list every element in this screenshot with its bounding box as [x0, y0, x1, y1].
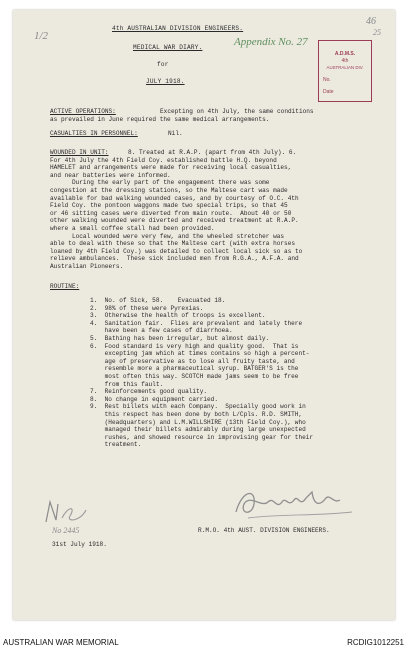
routine-line: 5. Bathing has been irregular, but almost daily. [90, 335, 270, 342]
diary-month: JULY 1918. [146, 78, 185, 85]
wounded-line: or 46 sitting cases were diverted from main route. About 40 or 50 [50, 209, 292, 217]
active-operations-line-2: as prevailed in June required the same medical arrangements. [50, 116, 270, 123]
casualties-value: Nil. [168, 130, 183, 137]
footer-record-id: RCDIG1012251 [347, 638, 404, 647]
wounded-line: where a small coffee stall had been provided. [50, 224, 215, 232]
for-label: for [157, 61, 169, 68]
routine-line: 7. Reinforcements good quality. [90, 388, 208, 396]
routine-line: most often this way. SCOTCH made jams seem to be free [90, 373, 299, 380]
routine-line: age of preservative as to lose all fruity taste, and [90, 357, 295, 365]
routine-line: 6. Food standard is very high and quality good. That is [90, 342, 299, 350]
stamp-line-1: A.D.M.S. [334, 51, 356, 57]
diary-date: 31st July 1918. [52, 541, 107, 548]
routine-line: managed their billets admirably during large unexpected [90, 426, 306, 434]
wounded-line: able to deal with these so that the Maltese cart (with extra horses [50, 240, 296, 248]
casualties-label: CASUALTIES IN PERSONNEL: [50, 130, 138, 137]
routine-label: ROUTINE: [50, 283, 80, 290]
bottom-left-pencil-note: No 2445 [52, 526, 80, 535]
wounded-line: and near batteries were informed. [50, 171, 171, 179]
routine-line: have been a few cases of diarrhoea. [90, 327, 233, 335]
stamp-line-3: AUSTRALIAN DIV. [326, 65, 364, 70]
active-operations-line-1: Excepting on 4th July, the same conditions [160, 108, 314, 115]
routine-line: 3. Otherwise the health of troops is excellent. [90, 312, 266, 320]
routine-line: 4. Sanitation fair. Flies are prevalent and lately there [90, 319, 303, 327]
wounded-line: Local wounded were very few, and the wheeled stretcher was [50, 232, 285, 240]
wounded-line: Australian Pioneers. [50, 262, 124, 270]
routine-line: this respect has been done by both L/Cpls. R.D. SMITH, [90, 411, 303, 418]
routine-line: treatment. [90, 441, 142, 449]
wounded-line: For 4th July the 4th Field Coy. established battle H.Q. beyond [50, 156, 277, 164]
stamp-line-2: 4th [341, 58, 349, 64]
routine-line: 8. No change in equipment carried. [90, 395, 218, 403]
signature-block: R.M.O. 4th AUST. DIVISION ENGINEERS. [198, 527, 330, 534]
footer-archive-name: AUSTRALIAN WAR MEMORIAL [3, 638, 119, 647]
stamp-line-5: Date [323, 89, 334, 95]
unit-heading: 4th AUSTRALIAN DIVISION ENGINEERS. [112, 25, 244, 32]
top-left-pencil-note: 1/2 [34, 30, 49, 42]
routine-line: excepting jam which at times contains so high a percent- [90, 350, 310, 358]
diary-title: MEDICAL WAR DIARY. [133, 44, 203, 51]
routine-line: 2. 98% of these were Pyrexias. [90, 304, 204, 312]
routine-line: 1. No. of Sick, 58. Evacuated 18. [90, 297, 226, 304]
routine-line: from this fault. [90, 380, 164, 388]
active-operations-label: ACTIVE OPERATIONS: [50, 108, 116, 115]
routine-line: 9. Rest billets with each Company. Specially good work in [90, 403, 306, 411]
routine-line: (Headquarters) and L.M.WILLSHIRE (13th Field Coy.), who [90, 418, 306, 426]
stamp-line-4: No. [323, 77, 331, 83]
wounded-line: available for bad walking wounded cases, and by courtesy of O.C. 4th [50, 194, 299, 202]
wounded-line: Field Coy. the pontoon waggons made two special trips, so that 45 [50, 202, 288, 210]
top-right-pencil-note-2: 25 [373, 28, 381, 37]
wounded-line: other walking wounded were diverted and received treatment at R.A.P. [50, 217, 299, 225]
wounded-line: relieve ambulances. These sick included men from R.G.A., A.F.A. and [50, 255, 299, 263]
wounded-line: HAMELET and arrangements were made for receiving local casualties, [50, 164, 292, 172]
routine-line: rushes, and showed resource in improvising gear for their [90, 433, 314, 441]
wounded-line: loaned by 4th Field Coy.) was detailed to collect local sick so as to [50, 247, 303, 255]
routine-line: resemble more a pharmaceutical syrup. BATGER'S is the [90, 365, 299, 373]
wounded-label: WOUNDED IN UNIT: [50, 149, 109, 156]
adms-stamp [318, 40, 372, 102]
top-right-pencil-note: 46 [366, 16, 376, 27]
wounded-line: congestion at the dressing stations, so the Maltese cart was made [50, 186, 288, 194]
wounded-line-1: 8. Treated at R.A.P. (apart from 4th July). 6. [128, 149, 297, 156]
wounded-line: During the early part of the engagement there was some [50, 179, 270, 187]
handwritten-signature [228, 482, 358, 524]
appendix-annotation: Appendix No. 27 [234, 36, 308, 48]
